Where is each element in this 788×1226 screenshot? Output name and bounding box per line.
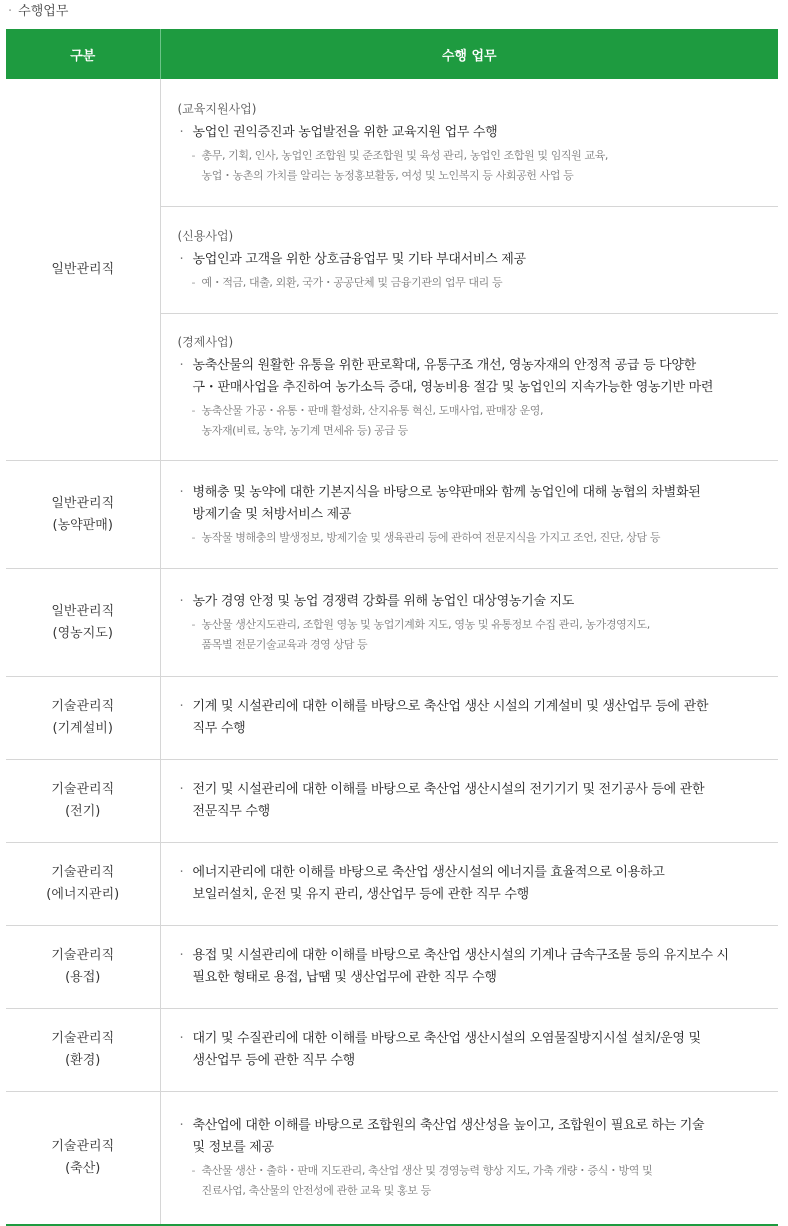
duties-table <box>6 29 778 1226</box>
duty-main-line: · 축산업에 대한 이해를 바탕으로 조합원의 축산업 생산성을 높이고, 조합원이 필요로 하는 기술 <box>192 1117 705 1133</box>
duty-main-line: 구・판매사업을 추진하여 농가소득 증대, 영농비용 절감 및 농업인의 지속가능한 영농기반 마련 <box>192 380 714 395</box>
duty-detail <box>178 1161 779 1201</box>
duty-detail <box>178 273 779 293</box>
header-category: 구분 <box>6 29 160 79</box>
category-cell <box>6 1009 160 1092</box>
duty-main-line: 및 정보를 제공 <box>192 1139 274 1155</box>
duties-cell <box>160 1092 778 1225</box>
duty-detail-line: 진료사업, 축산물의 안전성에 관한 교육 및 홍보 등 <box>201 1183 431 1197</box>
duty-main-line: 방제기술 및 처방서비스 제공 <box>192 506 352 522</box>
table-row <box>6 461 778 569</box>
duty-main <box>178 696 779 740</box>
duty-main-line: · 용접 및 시설관리에 대한 이해를 바탕으로 축산업 생산시설의 기계나 금속구조물 등의 유지보수 시 <box>192 948 729 963</box>
category-label: (환경) <box>65 1053 101 1068</box>
duty-detail-line: - 축산물 생산・출하・판매 지도관리, 축산업 생산 및 경영능력 향상 지도, 가축 개량・증식・방역 및 <box>201 1163 653 1177</box>
duty-detail-line: - 예・적금, 대출, 외환, 국가・공공단체 및 금융기관의 업무 대리 등 <box>201 276 503 289</box>
duty-detail-line: 품목별 전문기술교육과 경영 상담 등 <box>201 637 368 651</box>
duty-main <box>178 862 779 906</box>
category-cell <box>6 1092 160 1225</box>
duty-main-line: 보일러설치, 운전 및 유지 관리, 생산업무 등에 관한 직무 수행 <box>192 887 529 902</box>
category-label: (농약판매) <box>52 517 113 533</box>
duty-detail-line: - 농산물 생산지도관리, 조합원 영농 및 농업기계화 지도, 영농 및 유통정보 수집 관리, 농가경영지도, <box>201 617 650 631</box>
category-label: 일반관리직 <box>51 603 115 619</box>
duty-section <box>161 591 779 655</box>
category-label: (영농지도) <box>52 625 113 641</box>
category-cell <box>6 926 160 1009</box>
bullet-icon: · <box>8 4 13 19</box>
duty-main-line: · 전기 및 시설관리에 대한 이해를 바탕으로 축산업 생산시설의 전기기기 및 전기공사 등에 관한 <box>192 782 705 797</box>
duties-cell <box>160 760 778 843</box>
duty-main-line: · 농업인과 고객을 위한 상호금융업무 및 기타 부대서비스 제공 <box>192 252 526 267</box>
table-row <box>6 760 778 843</box>
header-duties: 수행 업무 <box>160 29 778 79</box>
category-cell <box>6 79 160 461</box>
duty-detail-line: - 총무, 기획, 인사, 농업인 조합원 및 준조합원 및 육성 관리, 농업인 조합원 및 임직원 교육, <box>201 148 609 162</box>
category-cell <box>6 461 160 569</box>
duty-main <box>178 1028 779 1072</box>
category-cell <box>6 843 160 926</box>
duties-cell <box>160 1009 778 1092</box>
duty-section <box>161 313 779 460</box>
duty-section <box>161 945 779 989</box>
duty-section <box>161 79 779 206</box>
duty-detail <box>178 146 779 186</box>
table-body <box>6 79 778 1225</box>
duty-section <box>161 1028 779 1072</box>
duty-main-line: · 에너지관리에 대한 이해를 바탕으로 축산업 생산시설의 에너지를 효율적으로 이용하고 <box>192 865 665 880</box>
duties-cell <box>160 843 778 926</box>
category-label: 기술관리직 <box>51 865 115 880</box>
duty-main <box>178 591 779 613</box>
category-cell <box>6 569 160 677</box>
duty-detail-line: - 농축산물 가공・유통・판매 활성화, 산지유통 혁신, 도매사업, 판매장 운영, <box>201 404 544 417</box>
section-title-text: 수행업무 <box>18 4 69 19</box>
duty-main-line: 전문직무 수행 <box>192 804 270 819</box>
category-label: (축산) <box>65 1160 101 1176</box>
duties-cell <box>160 79 778 461</box>
duty-detail-line: 농자재(비료, 농약, 농기계 면세유 등) 공급 등 <box>201 424 408 437</box>
duties-cell <box>160 926 778 1009</box>
category-label: 기술관리직 <box>51 948 115 963</box>
table-row <box>6 1092 778 1225</box>
category-label: 일반관리직 <box>51 261 115 277</box>
duty-main-line: · 대기 및 수질관리에 대한 이해를 바탕으로 축산업 생산시설의 오염물질방지시설 설치/운영 및 <box>192 1031 701 1046</box>
duties-cell <box>160 677 778 760</box>
table-row <box>6 1009 778 1092</box>
category-label: (용접) <box>65 970 101 985</box>
duty-detail <box>178 615 779 655</box>
business-tag: (신용사업) <box>177 229 234 243</box>
category-cell <box>6 677 160 760</box>
duty-main <box>178 122 779 144</box>
duty-main-line: · 기계 및 시설관리에 대한 이해를 바탕으로 축산업 생산 시설의 기계설비 및 생산업무 등에 관한 <box>192 699 709 714</box>
duty-detail-line: - 농작물 병해충의 발생정보, 방제기술 및 생육관리 등에 관하여 전문지식을 가지고 조언, 진단, 상담 등 <box>201 530 661 544</box>
duties-cell <box>160 569 778 677</box>
table-row <box>6 569 778 677</box>
table-row <box>6 926 778 1009</box>
table-header-row <box>6 29 778 79</box>
duty-section <box>161 482 779 548</box>
duty-main-line: 생산업무 등에 관한 직무 수행 <box>192 1053 355 1068</box>
duty-main <box>178 779 779 823</box>
duties-cell <box>160 461 778 569</box>
section-title <box>8 2 68 22</box>
category-cell <box>6 760 160 843</box>
duty-main-line: · 농가 경영 안정 및 농업 경쟁력 강화를 위해 농업인 대상영농기술 지도 <box>192 593 575 609</box>
category-label: 기술관리직 <box>51 782 115 797</box>
duty-section <box>161 779 779 823</box>
duty-section <box>161 696 779 740</box>
duty-main <box>178 482 779 526</box>
duty-detail <box>178 401 779 441</box>
category-label: (전기) <box>65 804 101 819</box>
duty-main-line: 직무 수행 <box>192 721 246 736</box>
duty-main-line: 필요한 형태로 용접, 납땜 및 생산업무에 관한 직무 수행 <box>192 970 497 985</box>
table-row <box>6 677 778 760</box>
duty-main <box>178 1115 779 1159</box>
duty-main-line: · 병해충 및 농약에 대한 기본지식을 바탕으로 농약판매와 함께 농업인에 대해 농협의 차별화된 <box>192 484 701 500</box>
table-row <box>6 79 778 461</box>
duty-main <box>178 945 779 989</box>
duty-main-line: · 농업인 권익증진과 농업발전을 위한 교육지원 업무 수행 <box>192 124 498 140</box>
table-row <box>6 843 778 926</box>
category-label: 일반관리직 <box>51 495 115 511</box>
duty-main <box>178 249 779 271</box>
category-label: 기술관리직 <box>51 699 115 714</box>
business-tag: (교육지원사업) <box>177 101 257 116</box>
duty-main <box>178 355 779 399</box>
duty-section <box>161 1115 779 1201</box>
duty-section <box>161 862 779 906</box>
duty-section <box>161 206 779 313</box>
business-tag: (경제사업) <box>177 335 234 349</box>
duty-detail-line: 농업・농촌의 가치를 알리는 농정홍보활동, 여성 및 노인복지 등 사회공헌 사업 등 <box>201 168 574 182</box>
duty-main-line: · 농축산물의 원활한 유통을 위한 판로확대, 유통구조 개선, 영농자재의 안정적 공급 등 다양한 <box>192 358 696 373</box>
duty-detail <box>178 528 779 548</box>
category-label: (에너지관리) <box>46 887 120 902</box>
category-label: 기술관리직 <box>51 1138 115 1154</box>
category-label: 기술관리직 <box>51 1031 115 1046</box>
category-label: (기계설비) <box>52 721 113 736</box>
